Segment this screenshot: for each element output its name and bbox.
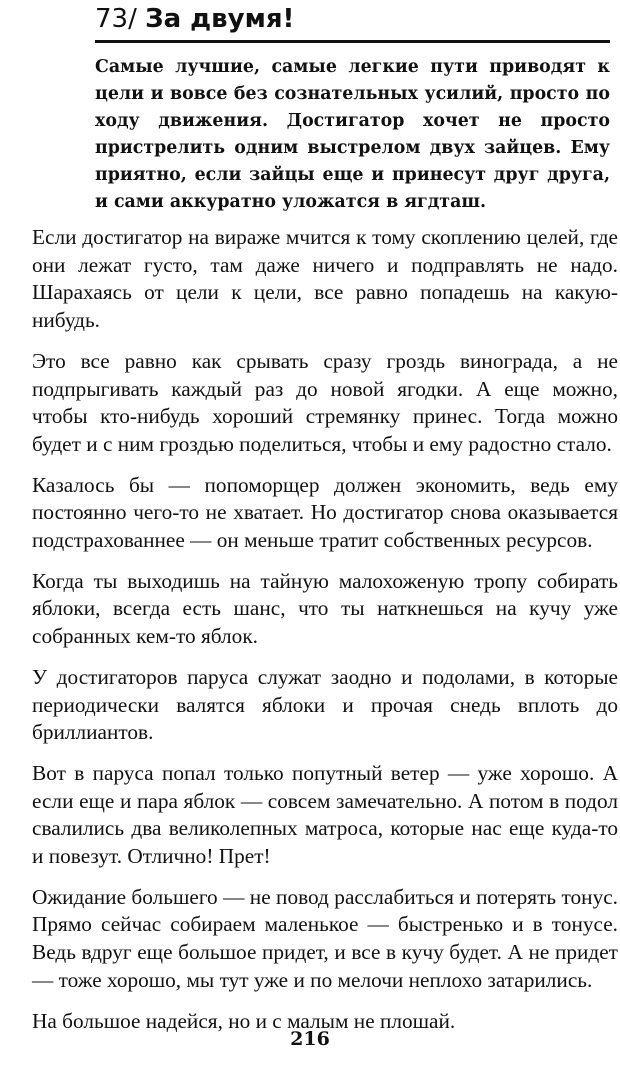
paragraph: Ожидание большего — не повод расслабиться и потерять тонус. Прямо сейчас собираем маленькое — быстренько и в тонусе. Ведь вдруг еще большое придет, и все в кучу будет. А не придет — тоже хорошо, мы тут уже и по мелочи неплохо затарились. (32, 884, 618, 992)
paragraph: У достигаторов паруса служат заодно и подолами, в которые периодически валятся яблоки и прочая снедь вплоть до бриллиантов. (32, 664, 618, 745)
chapter-number: 73/ (95, 4, 137, 34)
paragraph: Это все равно как срывать сразу гроздь винограда, а не подпрыгивать каждый раз до новой ягодки. А еще можно, чтобы кто-нибудь хороший стремянку принес. Тогда можно будет и с ним гроздью поделиться, чтобы и ему радостно стало. (32, 348, 618, 456)
chapter-header (95, 0, 610, 43)
paragraph: Вот в паруса попал только попутный ветер — уже хорошо. А если еще и пара яблок — совсем замечательно. А потом в подол свалились два великолепных матроса, которые нас еще куда-то и повезут. Отлично! Прет! (32, 760, 618, 869)
body-text (32, 224, 618, 1048)
paragraph: Если достигатор на вираже мчится к тому скоплению целей, где они лежат густо, там даже ничего и подправлять не надо. Шарахаясь от цели к цели, все равно попадешь на какую-нибудь. (32, 225, 618, 333)
paragraph: На большое надейся, но и с малым не плошай. (32, 1008, 456, 1033)
page-number: 216 (290, 1028, 330, 1050)
paragraph: Когда ты выходишь на тайную малохоженую тропу собирать яблоки, всегда есть шанс, что ты наткнешься на кучу уже собранных кем-то яблок. (32, 568, 618, 649)
lead-paragraph: Самые лучшие, самые легкие пути приводят к цели и вовсе без сознательных усилий, просто по ходу движения. Достигатор хочет не просто пристрелить одним выстрелом двух зайцев. Ему приятно, если зайцы еще и принесут друг друга, и сами аккуратно уложатся в ягдташ. (95, 57, 610, 212)
paragraph: Казалось бы — попоморщер должен экономить, ведь ему постоянно чего-то не хватает. Но достигатор снова оказывается подстрахованнее — он меньше тратит собственных ресурсов. (32, 472, 618, 553)
chapter-title: За двумя! (145, 4, 295, 34)
